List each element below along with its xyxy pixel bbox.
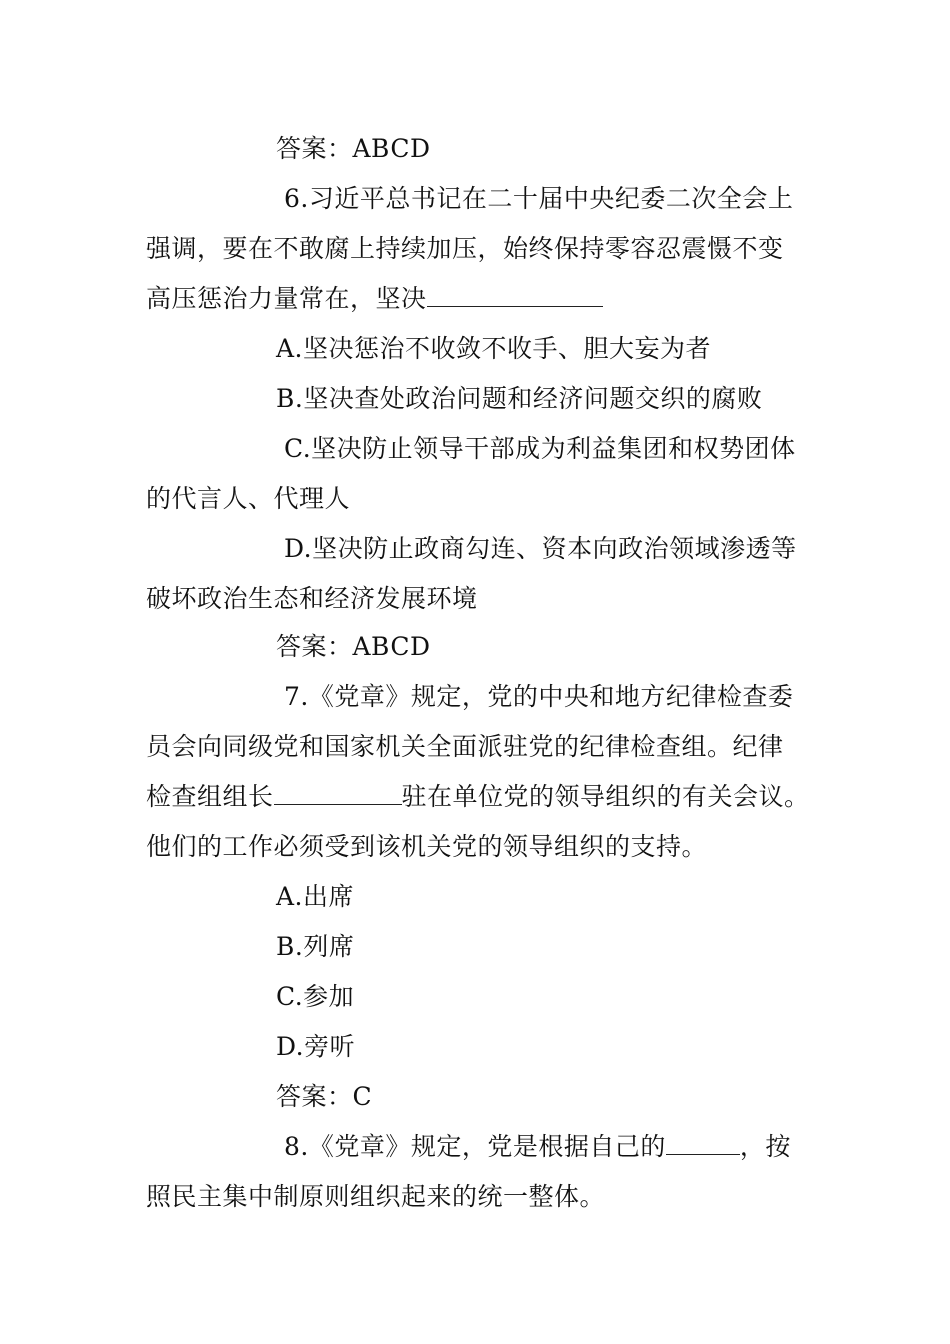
question-text: 8.《党章》规定，党是根据自己的 (284, 1132, 666, 1161)
option-6a (276, 332, 711, 366)
option-7b (276, 930, 354, 964)
question-7-line-2 (146, 730, 784, 764)
option-7c (276, 980, 354, 1014)
option-6c-line-2 (146, 482, 350, 516)
answer-text: 答案：C (276, 1082, 373, 1111)
question-8-line-1 (284, 1130, 791, 1164)
question-text: ，按 (739, 1132, 791, 1161)
question-6-line-3 (146, 282, 603, 316)
fill-blank (427, 284, 603, 307)
option-7d (276, 1030, 355, 1064)
option-text: B.坚决查处政治问题和经济问题交织的腐败 (276, 384, 763, 413)
question-6-line-1 (284, 182, 793, 216)
option-7a (276, 880, 354, 914)
fill-blank (666, 1132, 740, 1155)
question-text: 照民主集中制原则组织起来的统一整体。 (146, 1182, 606, 1211)
option-6d-line-2 (146, 582, 478, 616)
answer-q5 (276, 132, 431, 166)
fill-blank (274, 782, 402, 805)
question-7-line-4 (146, 830, 707, 864)
option-text: C.坚决防止领导干部成为利益集团和权势团体 (284, 434, 796, 463)
answer-q6 (276, 630, 431, 664)
option-text: A.坚决惩治不收敛不收手、胆大妄为者 (276, 334, 712, 363)
question-text: 6.习近平总书记在二十届中央纪委二次全会上 (284, 184, 794, 213)
answer-q7 (276, 1080, 372, 1114)
option-text: D.坚决防止政商勾连、资本向政治领域渗透等 (284, 534, 797, 563)
question-8-line-2 (146, 1180, 605, 1214)
question-text: 强调，要在不敢腐上持续加压，始终保持零容忍震慑不变 (146, 234, 784, 263)
question-text: 他们的工作必须受到该机关党的领导组织的支持。 (146, 832, 708, 861)
option-6b (276, 382, 762, 416)
option-text: A.出席 (276, 882, 355, 911)
option-text: C.参加 (276, 982, 355, 1011)
question-text: 检查组组长 (146, 782, 274, 811)
question-7-line-3 (146, 780, 810, 814)
option-text: D.旁听 (276, 1032, 356, 1061)
answer-text: 答案：ABCD (276, 134, 431, 163)
option-6d-line-1 (284, 532, 797, 566)
option-text: 破坏政治生态和经济发展环境 (146, 584, 478, 613)
question-text: 员会向同级党和国家机关全面派驻党的纪律检查组。纪律 (146, 732, 784, 761)
option-text: B.列席 (276, 932, 355, 961)
question-text: 高压惩治力量常在，坚决 (146, 284, 427, 313)
question-6-line-2 (146, 232, 784, 266)
question-text: 7.《党章》规定，党的中央和地方纪律检查委 (284, 682, 794, 711)
option-6c-line-1 (284, 432, 796, 466)
answer-text: 答案：ABCD (276, 632, 431, 661)
question-text: 驻在单位党的领导组织的有关会议。 (401, 782, 810, 811)
option-text: 的代言人、代理人 (146, 484, 351, 513)
question-7-line-1 (284, 680, 793, 714)
